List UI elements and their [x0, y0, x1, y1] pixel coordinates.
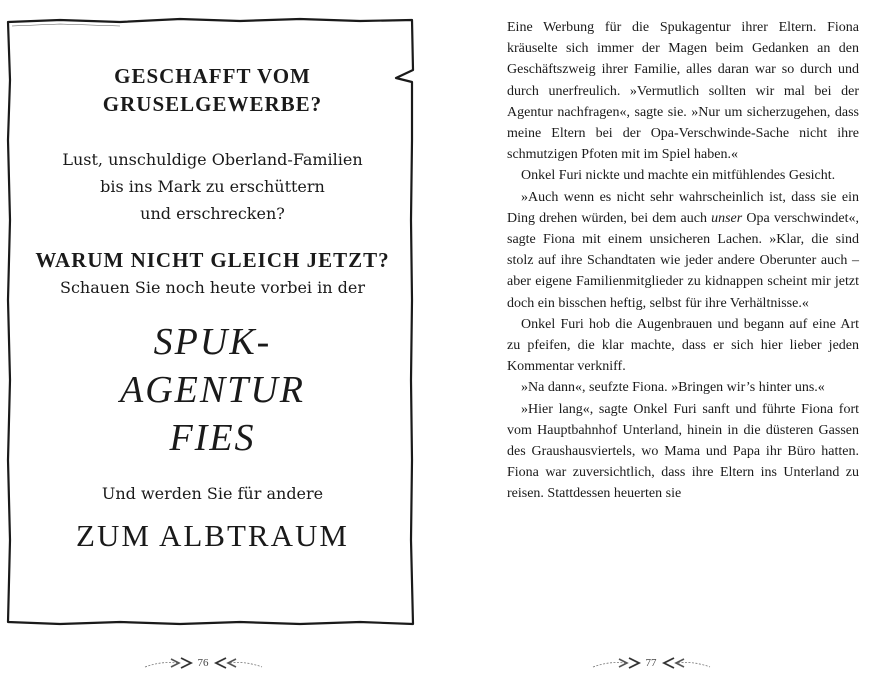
poster-final-line: ZUM ALBTRAUM — [76, 518, 349, 553]
leaf-ornament-right-icon — [660, 655, 712, 671]
right-page — [436, 0, 872, 697]
paragraph-3 — [507, 187, 859, 314]
page-number-left: 76 — [197, 657, 209, 669]
poster — [10, 20, 415, 620]
page-number-footer-right — [581, 651, 721, 675]
paragraph-3-emphasis: unser — [711, 210, 743, 226]
poster-subtext-1-line-3: und erschrecken? — [140, 204, 285, 223]
paragraph-2: Onkel Furi nickte und machte ein mitfühlendes Gesicht. — [521, 168, 836, 184]
poster-subtext-1-line-2: bis ins Mark zu erschüttern — [100, 177, 325, 196]
poster-heading-1 — [10, 62, 415, 118]
paragraph-3-part-2: Opa verschwindet«, sagte Fiona mit einem unsicheren Lachen. »Klar, die sind stolz auf ihre Schandtaten wie jeder andere Oberunter auch – aber eigene Familienmitglieder zu kidnappen scheint mir jetzt doch ein bisschen heftig, selbst für ihre Verhältnisse.« — [507, 210, 859, 311]
body-text — [507, 17, 859, 505]
poster-subtext-2: Schauen Sie noch heute vorbei in der — [59, 278, 365, 297]
poster-subtext-1 — [10, 146, 415, 227]
page-number-right: 77 — [645, 657, 657, 669]
poster-agency-name-line-3: FIES — [169, 417, 256, 459]
poster-heading-1-line-2: GRUSELGEWERBE? — [102, 92, 323, 116]
leaf-ornament-right-icon — [212, 655, 264, 671]
page-number-footer-left — [133, 651, 273, 675]
leaf-ornament-left-icon — [143, 655, 195, 671]
paragraph-5: »Na dann«, seufzte Fiona. »Bringen wir’s hinter uns.« — [521, 380, 825, 396]
paragraph-1: Eine Werbung für die Spukagentur ihrer Eltern. Fiona kräuselte sich immer der Magen beim Gedanken an den Geschäftszweig ihrer Familie, alles daran war so durch und durch unerfreulich. »Vermutlich sollten wir mal bei der Agentur nachfragen«, sagte sie. »Nur um sicherzugehen, dass meine Eltern bei der Opa-Verschwinde-Sache nicht ihre schmutzigen Pfoten mit im Spiel haben.« — [507, 20, 859, 163]
leaf-ornament-left-icon — [591, 655, 643, 671]
paragraph-4: Onkel Furi hob die Augenbrauen und begann auf eine Art zu pfeifen, die klar machte, dass er sich hier lieber jeden Kommentar verkniff. — [507, 316, 859, 375]
poster-heading-2: WARUM NICHT GLEICH JETZT? — [35, 248, 390, 272]
poster-agency-name-line-2: AGENTUR — [120, 369, 305, 411]
poster-heading-1-line-1: GESCHAFFT VOM — [114, 64, 311, 88]
poster-subtext-3: Und werden Sie für andere — [101, 484, 324, 503]
paragraph-6: »Hier lang«, sagte Onkel Furi sanft und führte Fiona fort vom Hauptbahnhof Unterland, hinein in die düsteren Gassen des Graushausviertels, wo Mama und Papa ihr Büro hatten. Fiona war zuversichtlich, dass ihre Eltern ins Unterland zu reisen. Stattdessen heuerten sie — [507, 401, 859, 502]
poster-subtext-1-line-1: Lust, unschuldige Oberland-Familien — [62, 150, 363, 169]
poster-agency-name-line-1: SPUK- — [153, 321, 272, 363]
paragraph-3-part-1: »Auch wenn es nicht sehr wahrscheinlich ist, dass sie ein Ding drehen würden, bei dem auch — [507, 189, 859, 226]
